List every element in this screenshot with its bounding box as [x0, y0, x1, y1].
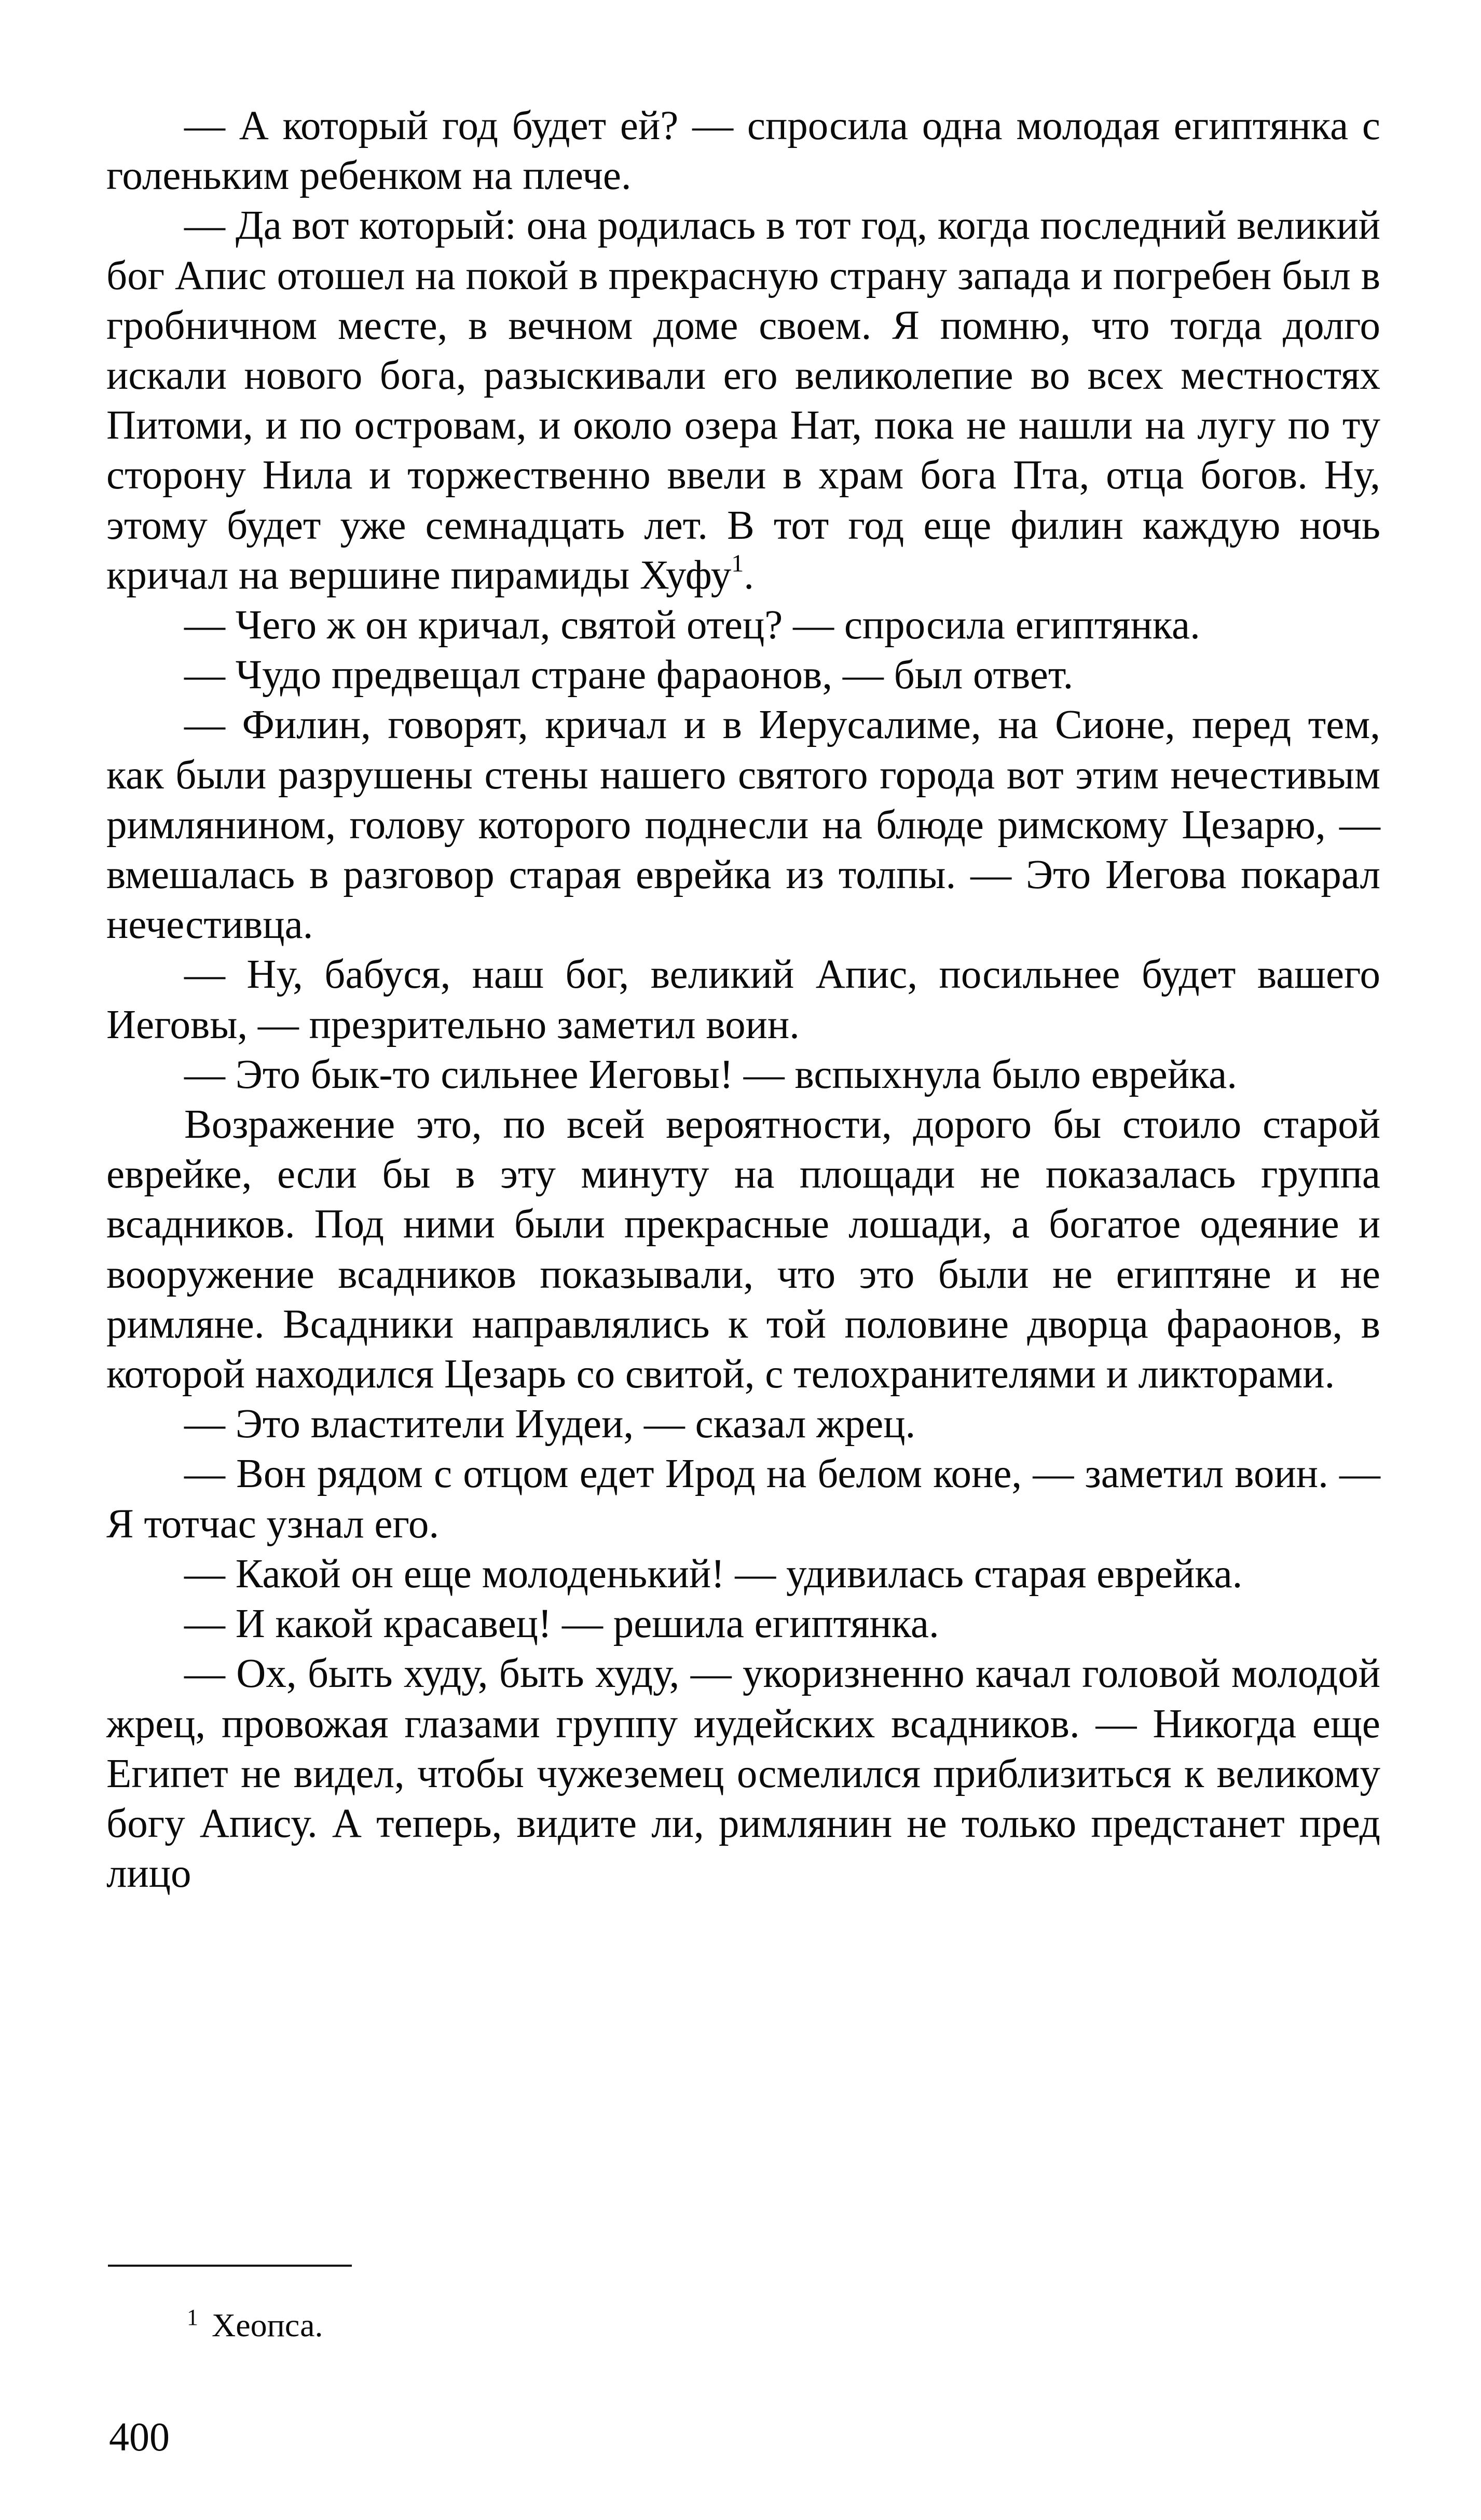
paragraph-2-tail: .	[744, 552, 755, 598]
page-number: 400	[109, 2414, 170, 2459]
paragraph-9: — Это властители Иудеи, — сказал жрец.	[184, 1401, 916, 1447]
footnote-number: 1	[187, 2305, 198, 2330]
paragraph-4: — Чудо предвещал стране фараонов, — был ответ.	[184, 652, 1074, 698]
paragraph-8: Возражение это, по всей вероятности, дорого бы стоило старой еврейке, если бы в эту минуту на площади не показалась группа всадников. Под ними были прекрасные лошади, а богатое одеяние и вооружение всадников показывали, что это были не египтяне и не римляне. Всадники направлялись к той половине дворца фараонов, в которой находился Цезарь со свитой, с телохранителями и ликторами.	[106, 1102, 1380, 1397]
paragraph-1: — А который год будет ей? — спросила одна молодая египтянка с голеньким ребенком на плече.	[106, 103, 1380, 199]
paragraph-2	[106, 201, 1380, 601]
footnote-text: Хеопса.	[212, 2307, 323, 2344]
paragraph-13: — Ох, быть худу, быть худу, — укоризненно качал головой молодой жрец, провожая глазами группу иудейских всадников. — Никогда еще Египет не видел, чтобы чужеземец осмелился приблизиться к великому богу Апису. А теперь, видите ли, римлянин не только предстанет пред лицо	[106, 1651, 1380, 1897]
footnote	[187, 2305, 323, 2350]
paragraph-3: — Чего ж он кричал, святой отец? — спросила египтянка.	[184, 603, 1200, 648]
paragraph-6: — Ну, бабуся, наш бог, великий Апис, посильнее будет вашего Иеговы, — презрительно заметил воин.	[106, 952, 1380, 1047]
paragraph-10: — Вон рядом с отцом едет Ирод на белом коне, — заметил воин. — Я тотчас узнал его.	[106, 1451, 1380, 1547]
footnote-divider	[108, 2265, 352, 2267]
paragraph-5: — Филин, говорят, кричал и в Иерусалиме, на Сионе, перед тем, как были разрушены стены нашего святого города вот этим нечестивым римлянином, голову которого поднесли на блюде римскому Цезарю, — вмешалась в разговор старая еврейка из толпы. — Это Иегова покарал нечестивца.	[106, 702, 1380, 948]
paragraph-12: — И какой красавец! — решила египтянка.	[184, 1601, 939, 1647]
paragraph-7: — Это бык-то сильнее Иеговы! — вспыхнула было еврейка.	[184, 1052, 1237, 1097]
footnote-reference[interactable]: 1	[731, 549, 744, 577]
main-text	[106, 101, 1380, 1899]
paragraph-2-text: — Да вот который: она родилась в тот год, когда последний великий бог Апис отошел на покой в прекрасную страну запада и погребен был в гробничном месте, в вечном доме своем. Я помню, что тогда долго искали нового бога, разыскивали его великолепие во всех местностях Питоми, и по островам, и около озера Нат, пока не нашли на лугу по ту сторону Нила и торжественно ввели в храм бога Пта, отца богов. Ну, этому будет уже семнадцать лет. В тот год еще филин каждую ночь кричал на вершине пирамиды Хуфу	[106, 203, 1380, 598]
paragraph-11: — Какой он еще молоденький! — удивилась старая еврейка.	[184, 1551, 1243, 1597]
